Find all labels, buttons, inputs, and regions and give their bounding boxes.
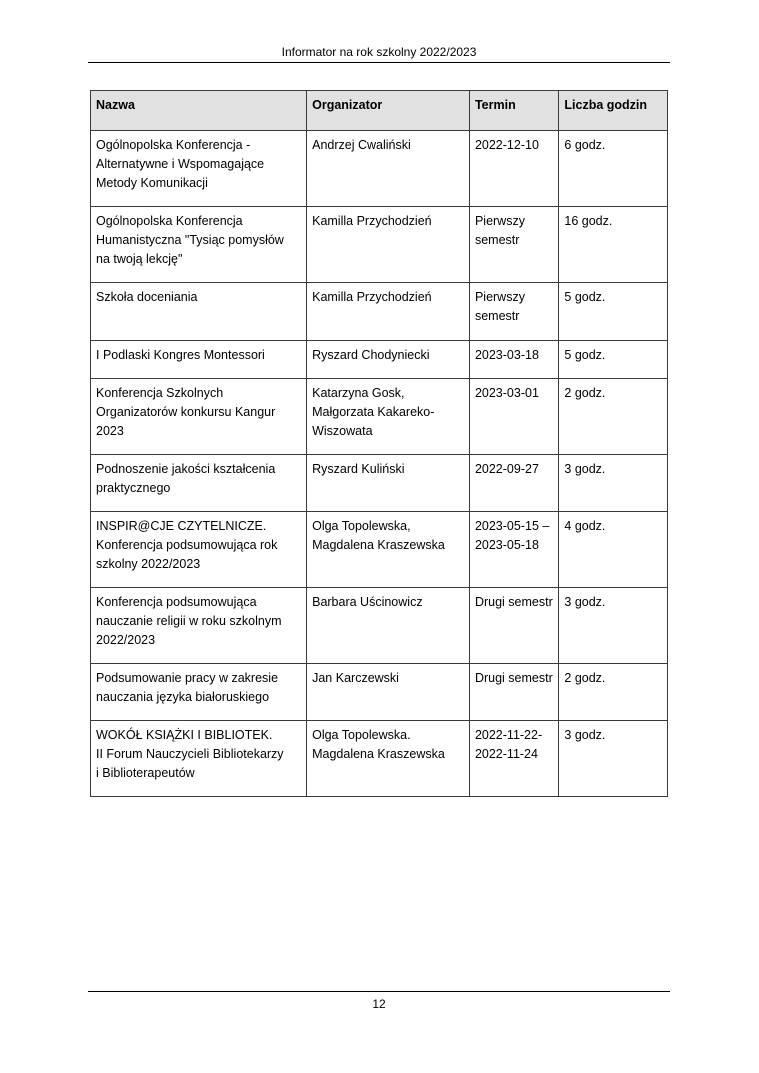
cell-name: Podnoszenie jakości kształcenia praktycznego [91,455,307,512]
cell-term: 2023-03-18 [469,341,558,379]
page-header-title: Informator na rok szkolny 2022/2023 [281,45,477,59]
cell-term: Drugi semestr [469,588,558,664]
column-header-name: Nazwa [91,91,307,131]
cell-hours: 2 godz. [559,664,668,721]
cell-name: Konferencja podsumowująca nauczanie religii w roku szkolnym 2022/2023 [91,588,307,664]
cell-name: Szkoła doceniania [91,283,307,341]
cell-name: Ogólnopolska Konferencja - Alternatywne i Wspomagające Metody Komunikacji [91,131,307,207]
table-row [91,341,668,379]
cell-name: WOKÓŁ KSIĄŻKI I BIBLIOTEK. II Forum Nauczycieli Bibliotekarzy i Biblioterapeutów [91,721,307,797]
header-divider [88,62,670,63]
cell-name: INSPIR@CJE CZYTELNICZE. Konferencja podsumowująca rok szkolny 2022/2023 [91,512,307,588]
table-row [91,588,668,664]
column-header-term: Termin [469,91,558,131]
cell-organizer: Olga Topolewska, Magdalena Kraszewska [307,512,470,588]
table-row [91,721,668,797]
cell-name: Podsumowanie pracy w zakresie nauczania języka białoruskiego [91,664,307,721]
cell-hours: 16 godz. [559,207,668,283]
page-number: 12 [372,997,386,1011]
cell-hours: 4 godz. [559,512,668,588]
cell-organizer: Kamilla Przychodzień [307,283,470,341]
cell-organizer: Andrzej Cwaliński [307,131,470,207]
cell-hours: 2 godz. [559,379,668,455]
cell-term: 2023-05-15 – 2023-05-18 [469,512,558,588]
cell-hours: 3 godz. [559,455,668,512]
table-row [91,379,668,455]
cell-term: 2022-11-22- 2022-11-24 [469,721,558,797]
column-header-organizer: Organizator [307,91,470,131]
cell-organizer: Kamilla Przychodzień [307,207,470,283]
cell-organizer: Katarzyna Gosk, Małgorzata Kakareko- Wiszowata [307,379,470,455]
cell-organizer: Ryszard Kuliński [307,455,470,512]
table-row [91,512,668,588]
cell-hours: 3 godz. [559,588,668,664]
cell-term: 2022-09-27 [469,455,558,512]
cell-hours: 5 godz. [559,283,668,341]
table-row [91,131,668,207]
column-header-hours: Liczba godzin [559,91,668,131]
cell-term: Pierwszy semestr [469,207,558,283]
cell-term: Drugi semestr [469,664,558,721]
table-row [91,207,668,283]
cell-term: Pierwszy semestr [469,283,558,341]
cell-hours: 5 godz. [559,341,668,379]
cell-hours: 3 godz. [559,721,668,797]
table-header-row [91,91,668,131]
cell-organizer: Olga Topolewska. Magdalena Kraszewska [307,721,470,797]
cell-name: I Podlaski Kongres Montessori [91,341,307,379]
table-row [91,455,668,512]
cell-hours: 6 godz. [559,131,668,207]
footer-divider [88,991,670,992]
cell-term: 2023-03-01 [469,379,558,455]
cell-term: 2022-12-10 [469,131,558,207]
cell-name: Ogólnopolska Konferencja Humanistyczna "Tysiąc pomysłów na twoją lekcję" [91,207,307,283]
cell-name: Konferencja Szkolnych Organizatorów konkursu Kangur 2023 [91,379,307,455]
events-table [90,90,668,797]
cell-organizer: Ryszard Chodyniecki [307,341,470,379]
cell-organizer: Jan Karczewski [307,664,470,721]
table-row [91,283,668,341]
table-row [91,664,668,721]
cell-organizer: Barbara Uścinowicz [307,588,470,664]
